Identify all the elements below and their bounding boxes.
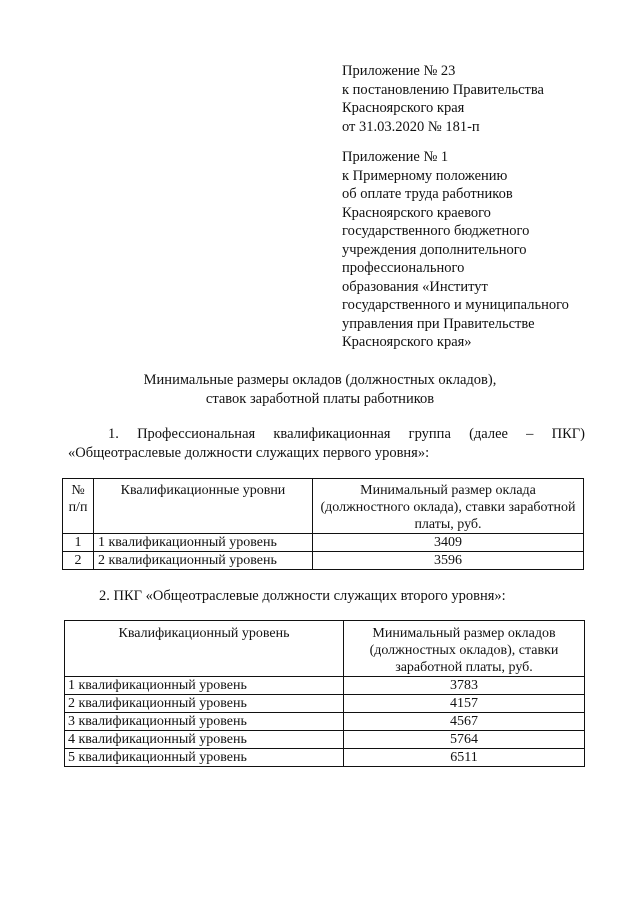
appendix-1-line: к Примерному положению bbox=[342, 167, 508, 184]
appendix-1-line: профессионального bbox=[342, 260, 465, 276]
row-level: 1 квалификационный уровень bbox=[65, 677, 344, 695]
appendix-23-line: Красноярского края bbox=[342, 100, 465, 116]
appendix-23-line: к постановлению Правительства bbox=[342, 81, 544, 98]
row-level: 3 квалификационный уровень bbox=[65, 713, 344, 731]
row-salary: 3596 bbox=[313, 552, 584, 570]
row-number: 1 bbox=[63, 534, 94, 552]
table-row bbox=[65, 677, 585, 695]
table-header-row bbox=[63, 479, 584, 534]
row-level: 4 квалификационный уровень bbox=[65, 731, 344, 749]
row-level: 1 квалификационный уровень bbox=[94, 534, 313, 552]
header-number: № п/п bbox=[63, 479, 94, 534]
table-pkg-second-level bbox=[64, 620, 585, 767]
title-line-2: ставок заработной платы работников bbox=[205, 391, 435, 407]
row-salary: 3783 bbox=[344, 677, 585, 695]
table-row bbox=[65, 695, 585, 713]
row-salary: 4567 bbox=[344, 713, 585, 731]
row-level: 2 квалификационный уровень bbox=[94, 552, 313, 570]
row-salary: 5764 bbox=[344, 731, 585, 749]
header-salary: Минимальный размер оклада (должностного оклада), ставки заработной платы, руб. bbox=[313, 479, 584, 534]
section-1-heading-line-1: 1. Профессиональная квалификационная группа (далее – ПКГ) bbox=[108, 426, 585, 442]
appendix-1-line: Красноярского краевого bbox=[342, 204, 491, 221]
appendix-1-header bbox=[342, 148, 569, 352]
table-row bbox=[63, 534, 584, 552]
table-row bbox=[63, 552, 584, 570]
header-salary: Минимальный размер окладов (должностных окладов), ставки заработной платы, руб. bbox=[344, 621, 585, 677]
title-line-1: Минимальные размеры окладов (должностных окладов), bbox=[143, 372, 497, 388]
appendix-23-header bbox=[342, 62, 544, 136]
header-level: Квалификационный уровень bbox=[65, 621, 344, 677]
appendix-1-line: управления при Правительстве bbox=[342, 315, 535, 332]
appendix-1-line: учреждения дополнительного bbox=[342, 241, 527, 258]
appendix-1-line: государственного и муниципального bbox=[342, 297, 569, 313]
row-salary: 3409 bbox=[313, 534, 584, 552]
table-row bbox=[65, 749, 585, 767]
appendix-23-line: Приложение № 23 bbox=[342, 63, 456, 79]
row-salary: 4157 bbox=[344, 695, 585, 713]
section-2-heading: 2. ПКГ «Общеотраслевые должности служащих второго уровня»: bbox=[99, 588, 506, 604]
appendix-23-line: от 31.03.2020 № 181-п bbox=[342, 118, 480, 135]
section-1-heading-line-2: «Общеотраслевые должности служащих первого уровня»: bbox=[68, 445, 430, 461]
appendix-1-line: об оплате труда работников bbox=[342, 186, 513, 202]
table-pkg-first-level bbox=[62, 478, 584, 570]
appendix-1-line: Красноярского края» bbox=[342, 334, 472, 350]
table-row bbox=[65, 731, 585, 749]
row-salary: 6511 bbox=[344, 749, 585, 767]
row-level: 5 квалификационный уровень bbox=[65, 749, 344, 767]
row-number: 2 bbox=[63, 552, 94, 570]
appendix-1-line: государственного бюджетного bbox=[342, 223, 530, 239]
header-levels: Квалификационные уровни bbox=[94, 479, 313, 534]
table-row bbox=[65, 713, 585, 731]
row-level: 2 квалификационный уровень bbox=[65, 695, 344, 713]
appendix-1-line: образования «Институт bbox=[342, 278, 488, 295]
table-header-row bbox=[65, 621, 585, 677]
appendix-1-line: Приложение № 1 bbox=[342, 149, 449, 165]
document-title bbox=[0, 371, 640, 409]
